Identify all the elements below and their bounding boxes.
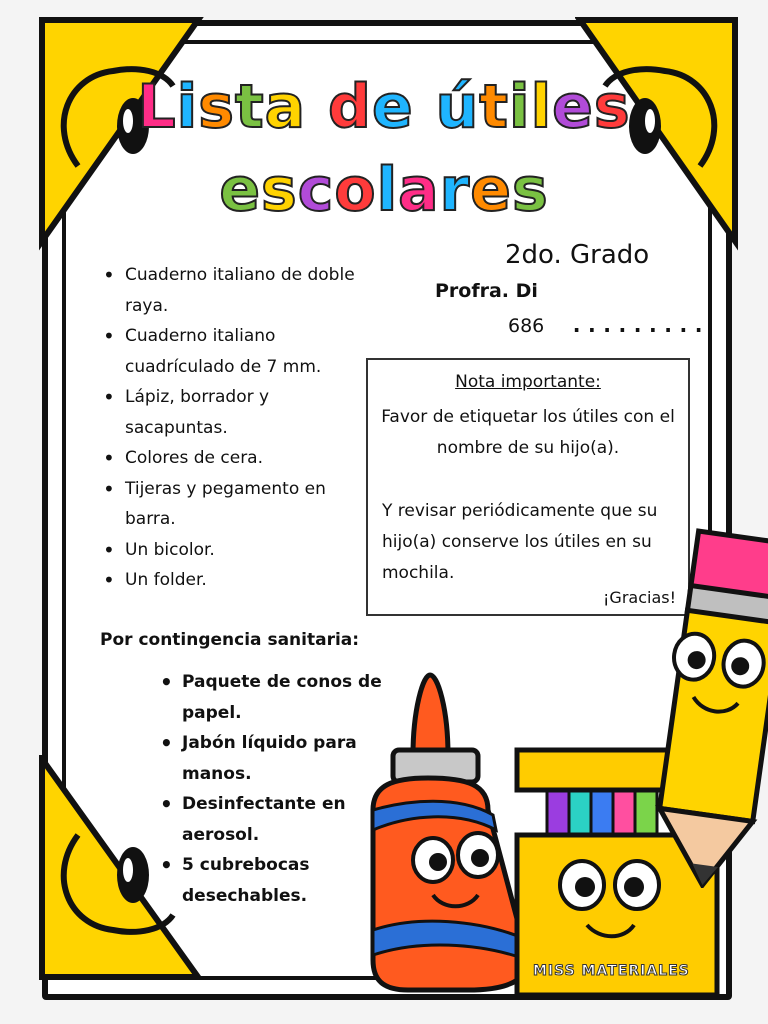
note-paragraph-1: Favor de etiquetar los útiles con el nombre de su hijo(a). [381, 407, 675, 458]
list-item: • Tijeras y pegamento en barra. [100, 474, 365, 535]
poster-title-line-2 [0, 155, 768, 225]
contingency-list [157, 667, 397, 911]
supplies-list [100, 260, 365, 596]
list-item: • Cuaderno italiano de doble raya. [100, 260, 365, 321]
title-letter: e [470, 155, 512, 225]
list-item: • Lápiz, borrador y sacapuntas. [100, 382, 365, 443]
poster-title-line-1 [0, 72, 768, 142]
title-letter: s [511, 155, 549, 225]
list-item: • 5 cubrebocas desechables. [157, 850, 397, 911]
title-letter: o [334, 155, 377, 225]
teacher-label: Profra. Di [435, 280, 538, 302]
title-letter: i [176, 72, 199, 142]
title-letter [414, 72, 436, 142]
title-letter: r [439, 155, 471, 225]
title-letter: s [261, 155, 298, 225]
note-paragraph-2: Y revisar periódicamente que su hijo(a) conserve los útiles en su mochila. [382, 501, 658, 583]
list-item: • Paquete de conos de papel. [157, 667, 397, 728]
list-item: • Un folder. [100, 565, 365, 596]
note-title: Nota importante: [455, 372, 601, 392]
list-item: • Desinfectante en aerosol. [157, 789, 397, 850]
title-letter: L [137, 72, 177, 142]
title-letter: e [219, 155, 262, 225]
title-letter: s [593, 72, 631, 142]
title-letter: l [376, 155, 399, 225]
title-letter: t [234, 72, 265, 142]
grade-label: 2do. Grado [505, 240, 650, 270]
list-item: • Un bicolor. [100, 535, 365, 566]
title-letter: s [198, 72, 235, 142]
title-letter: t [479, 72, 509, 142]
contingency-heading: Por contingencia sanitaria: [100, 630, 360, 650]
list-item: • Cuaderno italiano cuadrículado de 7 mm. [100, 321, 365, 382]
title-letter: c [297, 155, 335, 225]
blank-dotted-line: ......... [570, 313, 708, 338]
title-letter: i [508, 72, 531, 142]
list-item: • Colores de cera. [100, 443, 365, 474]
title-letter: ú [435, 72, 480, 142]
title-letter: d [328, 72, 372, 142]
list-item: • Jabón líquido para manos. [157, 728, 397, 789]
title-letter [306, 72, 328, 142]
title-letter: e [371, 72, 414, 142]
title-letter: l [530, 72, 553, 142]
title-letter: e [552, 72, 594, 142]
brand-watermark: MISS MATERIALES [533, 963, 690, 979]
title-letter: a [398, 155, 440, 225]
title-letter: a [264, 72, 307, 142]
pencil-character [632, 528, 768, 888]
group-number: 686 [508, 315, 545, 337]
note-thanks: ¡Gracias! [603, 588, 676, 607]
